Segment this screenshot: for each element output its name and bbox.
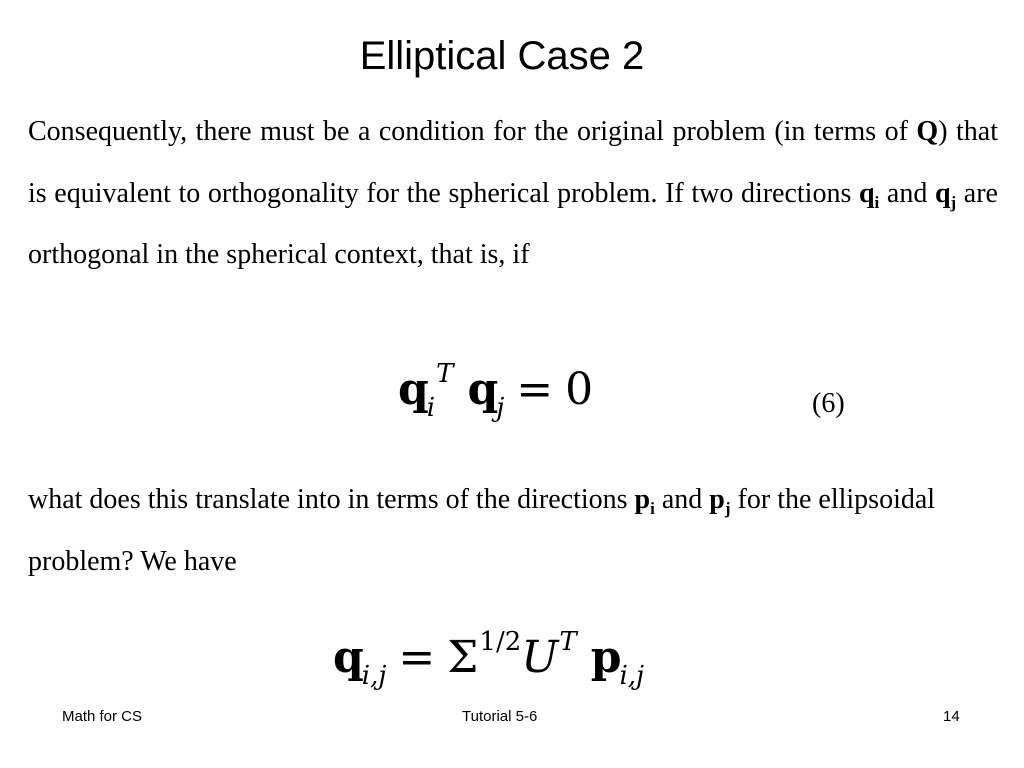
q-i-symbol — [858, 177, 880, 212]
eq1-sub-i: i — [426, 393, 436, 423]
p1-text-2: ) that is equivalent to orthogonality for the spherical problem. If two directions — [28, 116, 999, 209]
footer-course: Math for CS — [62, 708, 143, 725]
eq2-equals: = — [398, 632, 436, 683]
p2-text-2: and — [654, 484, 710, 515]
p2-text-1: what does this translate into in terms of the directions — [28, 484, 635, 515]
p1-text-1: Consequently, there must be a condition for the original problem (in terms of — [28, 116, 917, 147]
bold-Q: Q — [916, 116, 939, 147]
eq1-equals: = — [516, 364, 554, 415]
p1-text-4: are orthogonal in the spherical context, that is, if — [28, 177, 998, 270]
p-j-subscript: j — [724, 499, 731, 518]
paragraph-condition — [28, 101, 998, 286]
eq2-sub-ij-2: i,j — [619, 661, 645, 691]
eq1-q2: q — [467, 364, 499, 415]
equation-transform — [333, 628, 644, 694]
eq1-q: q — [398, 364, 429, 415]
eq2-sup-half: 1/2 — [479, 627, 522, 657]
eq2-U: U — [521, 632, 559, 683]
eq1-sub-j: j — [496, 393, 505, 423]
eq2-sup-T: T — [559, 627, 577, 657]
q-j-base: q — [934, 177, 951, 209]
eq2-sigma: Σ — [447, 632, 479, 683]
p2-text-3: for the ellipsoidal problem? We have — [28, 484, 936, 577]
p-i-base: p — [634, 484, 651, 515]
equation-orthogonality — [398, 360, 593, 426]
p-i-subscript: i — [650, 499, 655, 518]
eq2-sub-ij: i,j — [361, 661, 387, 691]
q-j-subscript: j — [950, 192, 957, 212]
p-j-base: p — [709, 484, 725, 515]
p-j-symbol — [709, 484, 731, 518]
equation-number: (6) — [812, 388, 845, 419]
slide-title: Elliptical Case 2 — [359, 34, 645, 78]
eq1-zero: 0 — [565, 364, 594, 415]
q-i-base: q — [858, 177, 875, 209]
eq2-q: q — [333, 632, 364, 683]
eq2-p: p — [590, 632, 622, 683]
footer-tutorial: Tutorial 5-6 — [462, 708, 538, 725]
paragraph-question — [28, 469, 998, 592]
q-j-symbol — [934, 177, 957, 212]
q-i-subscript: i — [874, 192, 880, 212]
p1-text-3: and — [879, 177, 935, 209]
p-i-symbol — [634, 484, 655, 518]
eq1-sup-T: T — [436, 359, 454, 389]
footer-page-number: 14 — [943, 708, 960, 725]
